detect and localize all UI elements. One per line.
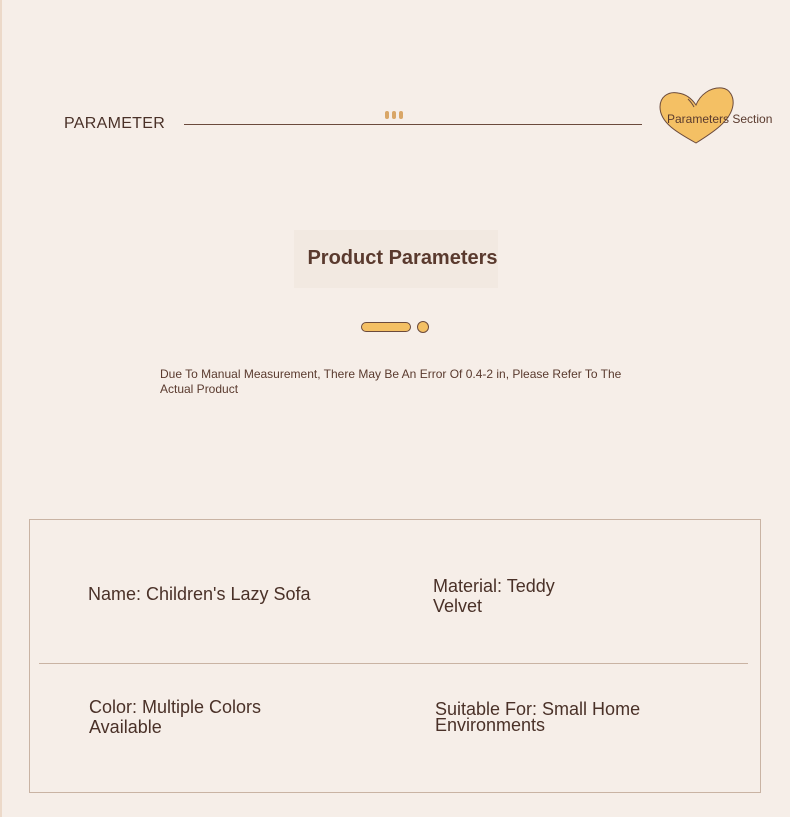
- decorative-dots: [385, 111, 403, 119]
- parameter-color: Color: Multiple Colors Available: [89, 697, 262, 737]
- decorative-pill-dot: [417, 321, 429, 333]
- section-label: PARAMETER: [64, 115, 166, 132]
- dot: [385, 111, 389, 119]
- page-edge: [0, 0, 2, 817]
- decorative-pill: [361, 322, 411, 332]
- measurement-note: Due To Manual Measurement, There May Be An Error Of 0.4-2 in, Please Refer To The Actual Product: [160, 367, 622, 396]
- header-divider: [184, 124, 642, 125]
- heart-badge-text: Parameters Section: [667, 112, 773, 126]
- parameter-material: Material: Teddy Velvet: [433, 576, 555, 616]
- dot: [399, 111, 403, 119]
- parameters-panel: [29, 519, 761, 793]
- parameter-name: Name: Children's Lazy Sofa: [88, 584, 311, 604]
- dot: [392, 111, 396, 119]
- parameters-divider: [39, 663, 748, 664]
- parameter-suitable-for: Suitable For: Small Home Environments: [435, 699, 641, 735]
- page-title: Product Parameters: [307, 247, 498, 269]
